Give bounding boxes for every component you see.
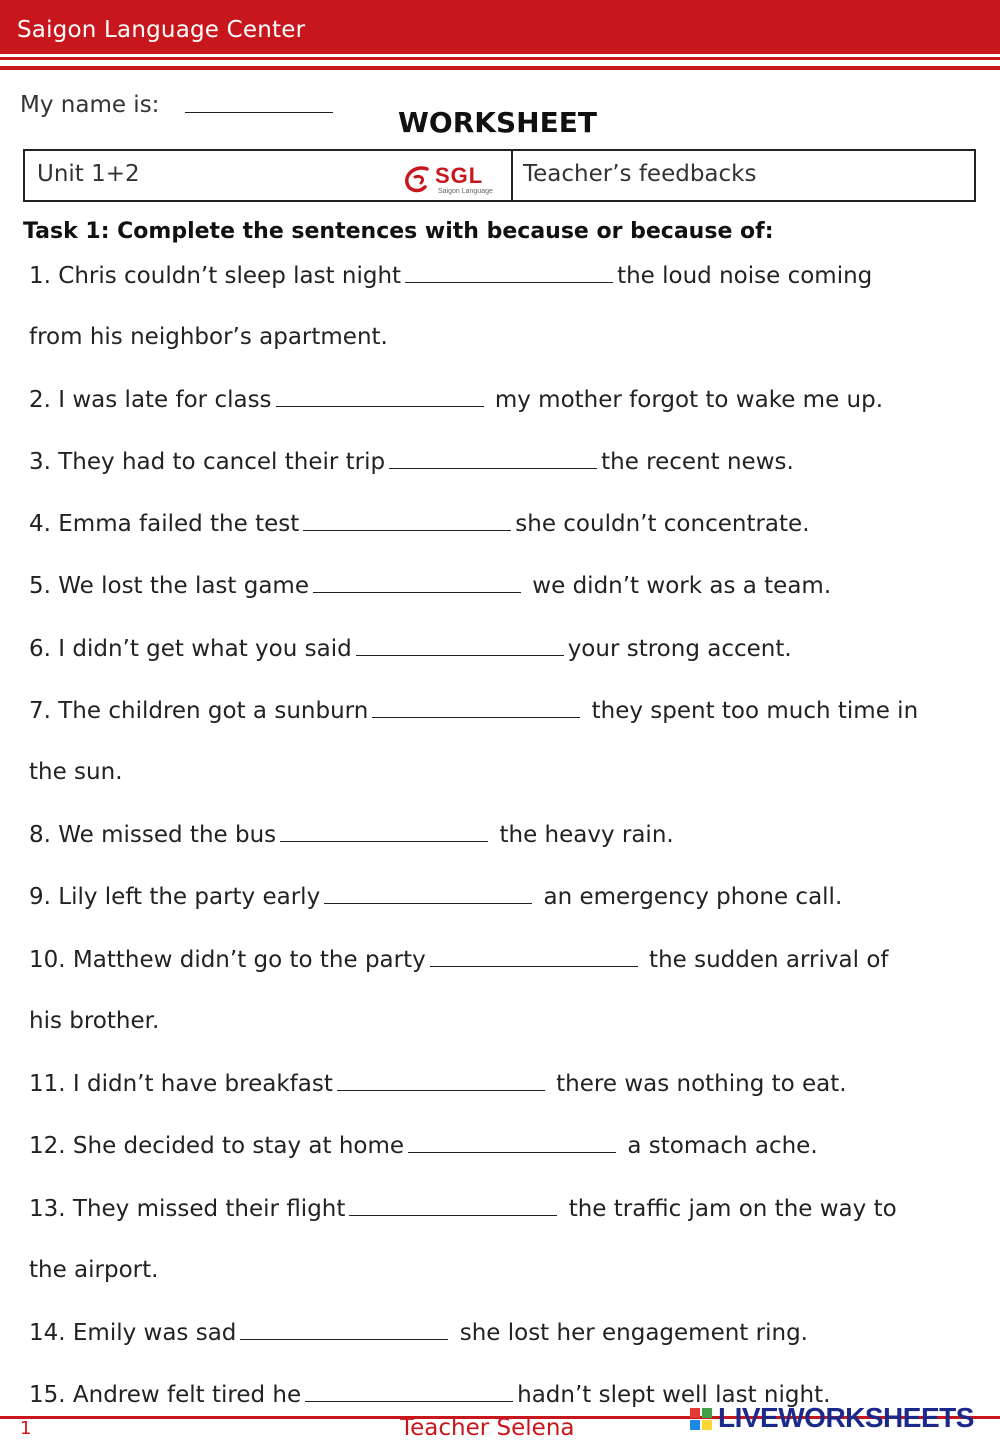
header-divider	[0, 57, 1000, 60]
question-1-continued: from his neighbor’s apartment.	[29, 324, 388, 350]
question-2: 2. I was late for class my mother forgot to wake me up.	[29, 387, 884, 413]
answer-blank-15[interactable]	[305, 1381, 513, 1402]
answer-blank-2[interactable]	[276, 386, 484, 407]
name-label: My name is:	[20, 92, 160, 118]
sgl-logo	[401, 163, 501, 199]
answer-blank-5[interactable]	[313, 572, 521, 593]
header-divider-lower	[0, 66, 1000, 70]
question-10-continued: his brother.	[29, 1008, 160, 1034]
question-1: 1. Chris couldn’t sleep last night the loud noise coming	[29, 263, 873, 289]
task-title: Task 1: Complete the sentences with because or because of:	[23, 219, 774, 244]
question-14: 14. Emily was sad she lost her engagement ring.	[29, 1320, 808, 1346]
question-11: 11. I didn’t have breakfast there was nothing to eat.	[29, 1071, 847, 1097]
worksheet-title: WORKSHEET	[398, 106, 597, 139]
header-bar	[0, 0, 1000, 54]
sgl-swirl-icon	[401, 163, 435, 197]
liveworksheets-icon	[690, 1408, 712, 1430]
answer-blank-1[interactable]	[405, 262, 613, 283]
info-table	[23, 149, 976, 202]
question-4: 4. Emma failed the test she couldn’t concentrate.	[29, 511, 810, 537]
question-3: 3. They had to cancel their trip the recent news.	[29, 449, 794, 475]
footer-teacher: Teacher Selena	[400, 1415, 575, 1441]
logo-subtext: Saigon Language	[438, 188, 493, 195]
center-name: Saigon Language Center	[17, 17, 306, 43]
question-5: 5. We lost the last game we didn’t work as a team.	[29, 573, 832, 599]
answer-blank-3[interactable]	[389, 448, 597, 469]
question-10: 10. Matthew didn’t go to the party the sudden arrival of	[29, 947, 889, 973]
liveworksheets-logo[interactable]	[690, 1404, 990, 1434]
teacher-feedback-label: Teacher’s feedbacks	[523, 161, 757, 187]
question-7: 7. The children got a sunburn they spent too much time in	[29, 698, 919, 724]
unit-label: Unit 1+2	[37, 161, 140, 187]
liveworksheets-wordmark: LIVEWORKSHEETS	[718, 1402, 974, 1433]
answer-blank-10[interactable]	[430, 946, 638, 967]
answer-blank-9[interactable]	[324, 883, 532, 904]
question-9: 9. Lily left the party early an emergency phone call.	[29, 884, 843, 910]
page-number: 1	[20, 1418, 32, 1439]
answer-blank-7[interactable]	[372, 697, 580, 718]
answer-blank-8[interactable]	[280, 821, 488, 842]
question-8: 8. We missed the bus the heavy rain.	[29, 822, 674, 848]
answer-blank-14[interactable]	[240, 1319, 448, 1340]
info-left-cell	[25, 151, 513, 200]
question-13-continued: the airport.	[29, 1257, 159, 1283]
logo-text: SGL	[435, 163, 484, 188]
question-15: 15. Andrew felt tired he hadn’t slept well last night.	[29, 1382, 831, 1408]
answer-blank-11[interactable]	[337, 1070, 545, 1091]
answer-blank-6[interactable]	[356, 635, 564, 656]
question-12: 12. She decided to stay at home a stomach ache.	[29, 1133, 818, 1159]
question-6: 6. I didn’t get what you said your strong accent.	[29, 636, 792, 662]
answer-blank-13[interactable]	[349, 1195, 557, 1216]
question-13: 13. They missed their flight the traffic jam on the way to	[29, 1196, 897, 1222]
answer-blank-4[interactable]	[303, 510, 511, 531]
answer-blank-12[interactable]	[408, 1132, 616, 1153]
question-7-continued: the sun.	[29, 759, 123, 785]
